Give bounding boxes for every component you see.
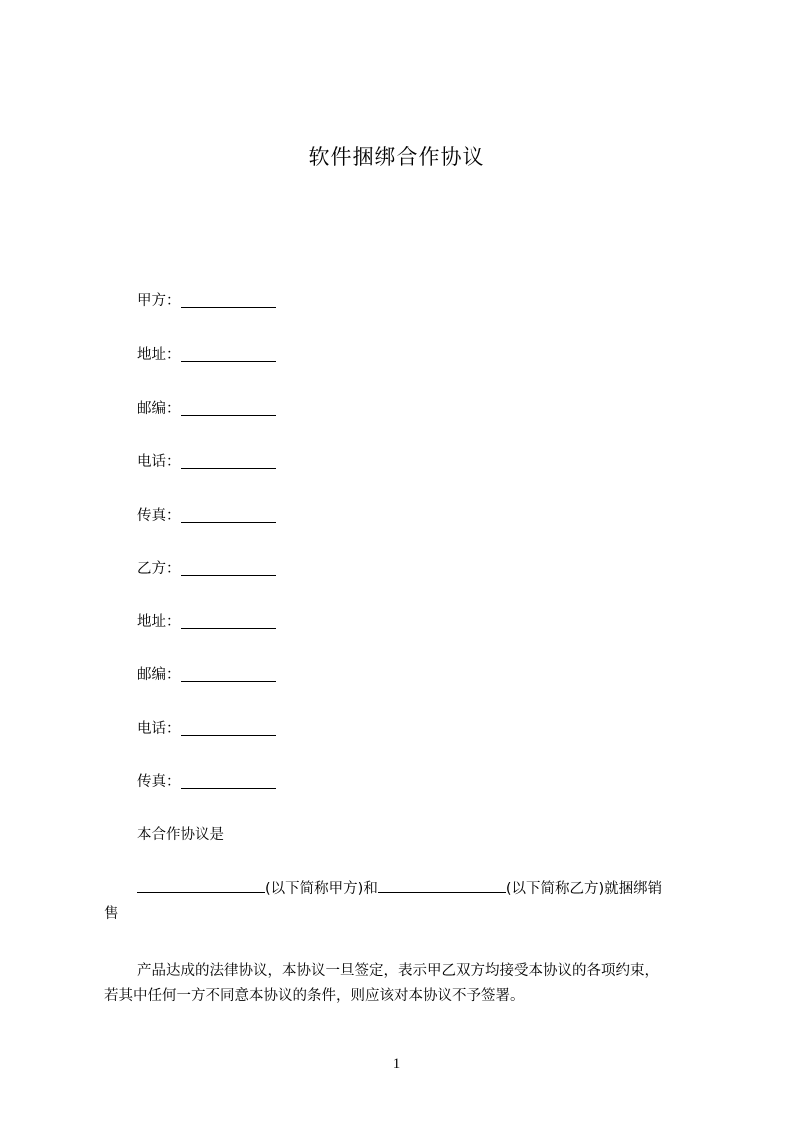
fill-in-blank: [181, 401, 276, 416]
party-b-phone-field: [137, 718, 276, 740]
field-label: 传真：: [137, 508, 181, 524]
intro-text: 本合作协议是: [137, 827, 224, 843]
field-label: 乙方：: [137, 561, 181, 577]
party-a-fax-field: [137, 505, 276, 527]
fill-in-blank: [181, 614, 276, 629]
field-label: 地址：: [137, 614, 181, 630]
parties-text-part2: (以下简称乙方)就捆绑销: [505, 881, 663, 897]
fill-in-blank: [181, 667, 276, 682]
field-label: 电话：: [137, 721, 181, 737]
fill-in-blank: [181, 561, 276, 576]
field-label: 地址：: [137, 347, 181, 363]
parties-line: [137, 878, 662, 900]
field-label: 邮编：: [137, 401, 181, 417]
field-label: 传真：: [137, 774, 181, 790]
party-b-name-blank: [378, 878, 506, 893]
field-label: 甲方：: [137, 293, 181, 309]
party-b-field: [137, 558, 276, 580]
field-label: 邮编：: [137, 667, 181, 683]
party-a-postcode-field: [137, 398, 276, 420]
body-paragraph-line2: 若其中任何一方不同意本协议的条件，则应该对本协议不予签署。: [104, 988, 525, 1004]
party-a-name-blank: [137, 878, 265, 893]
fill-in-blank: [181, 508, 276, 523]
body-paragraph-line1: 产品达成的法律协议，本协议一旦签定，表示甲乙双方均接受本协议的各项约束，: [137, 963, 659, 979]
party-b-address-field: [137, 611, 276, 633]
fill-in-blank: [181, 721, 276, 736]
field-label: 电话：: [137, 454, 181, 470]
fill-in-blank: [181, 293, 276, 308]
fill-in-blank: [181, 774, 276, 789]
party-b-fax-field: [137, 771, 276, 793]
page-number: 1: [392, 1056, 401, 1072]
fill-in-blank: [181, 347, 276, 362]
party-a-phone-field: [137, 451, 276, 473]
party-b-postcode-field: [137, 664, 276, 686]
document-title: 软件捆绑合作协议: [308, 145, 485, 169]
party-a-field: [137, 290, 276, 312]
parties-text-part1: (以下简称甲方)和: [265, 881, 378, 897]
parties-line-continuation: 售: [104, 906, 119, 922]
party-a-address-field: [137, 344, 276, 366]
fill-in-blank: [181, 454, 276, 469]
